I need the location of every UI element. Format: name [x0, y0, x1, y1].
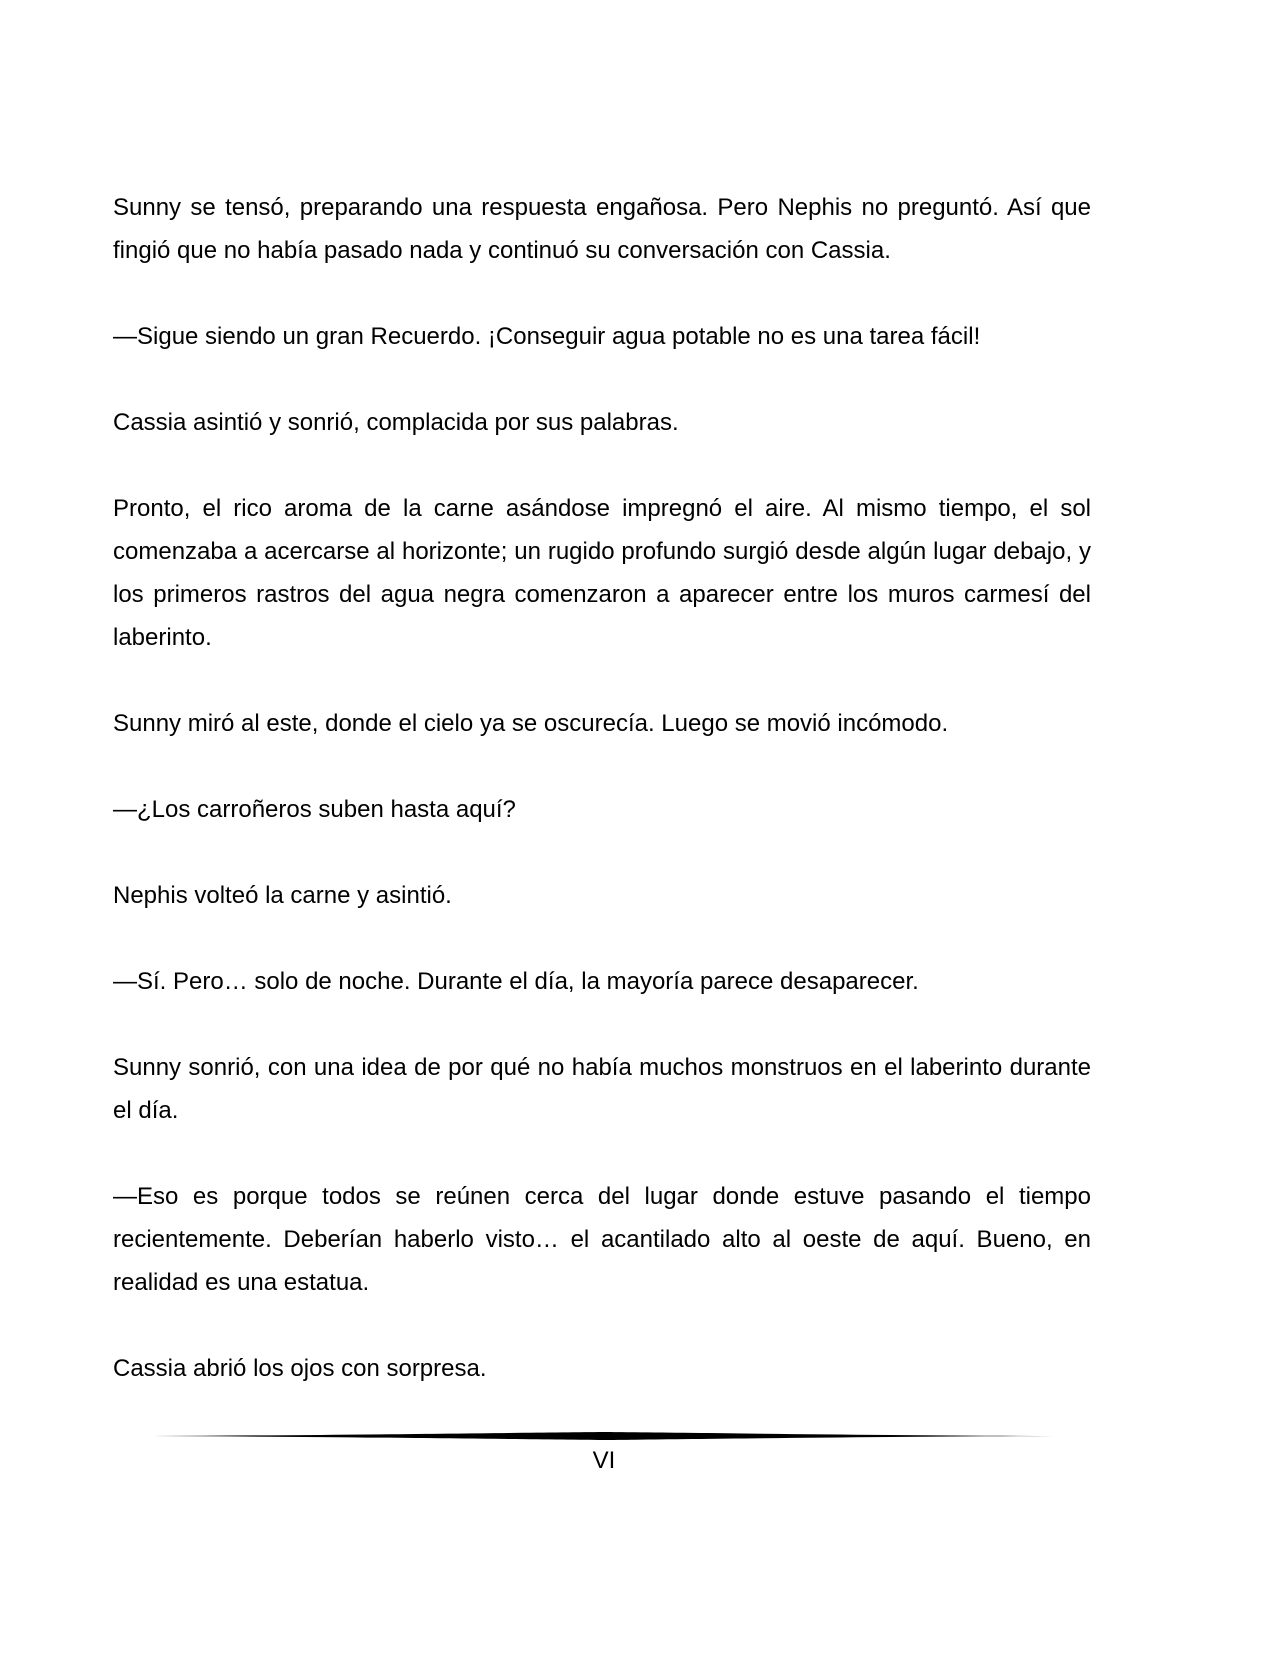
- paragraph: —¿Los carroñeros suben hasta aquí?: [113, 796, 516, 823]
- footer-divider: [152, 1430, 1054, 1442]
- paragraph: —Eso es porque todos se reúnen cerca del lugar donde estuve pasando el tiempo recientemente. Deberían haberlo visto… el acantilado alto al oeste de aquí. Bueno, en realidad es una estatua.: [113, 1183, 1091, 1296]
- paragraph: Sunny se tensó, preparando una respuesta engañosa. Pero Nephis no preguntó. Así que fingió que no había pasado nada y continuó su conversación con Cassia.: [113, 194, 1091, 264]
- paragraph: Sunny miró al este, donde el cielo ya se oscurecía. Luego se movió incómodo.: [113, 710, 949, 737]
- page-number: VI: [592, 1447, 616, 1474]
- paragraph: Cassia asintió y sonrió, complacida por sus palabras.: [113, 409, 679, 436]
- paragraph: —Sí. Pero… solo de noche. Durante el día, la mayoría parece desaparecer.: [113, 968, 919, 995]
- paragraph: —Sigue siendo un gran Recuerdo. ¡Conseguir agua potable no es una tarea fácil!: [113, 323, 981, 350]
- paragraph: Pronto, el rico aroma de la carne asándose impregnó el aire. Al mismo tiempo, el sol comenzaba a acercarse al horizonte; un rugido profundo surgió desde algún lugar debajo, y los primeros rastros del agua negra comenzaron a aparecer entre los muros carmesí del laberinto.: [113, 495, 1091, 651]
- text-body: [113, 186, 1091, 1433]
- paragraph: Nephis volteó la carne y asintió.: [113, 882, 452, 909]
- paragraph: Cassia abrió los ojos con sorpresa.: [113, 1355, 487, 1382]
- paragraph: Sunny sonrió, con una idea de por qué no había muchos monstruos en el laberinto durante el día.: [113, 1054, 1091, 1124]
